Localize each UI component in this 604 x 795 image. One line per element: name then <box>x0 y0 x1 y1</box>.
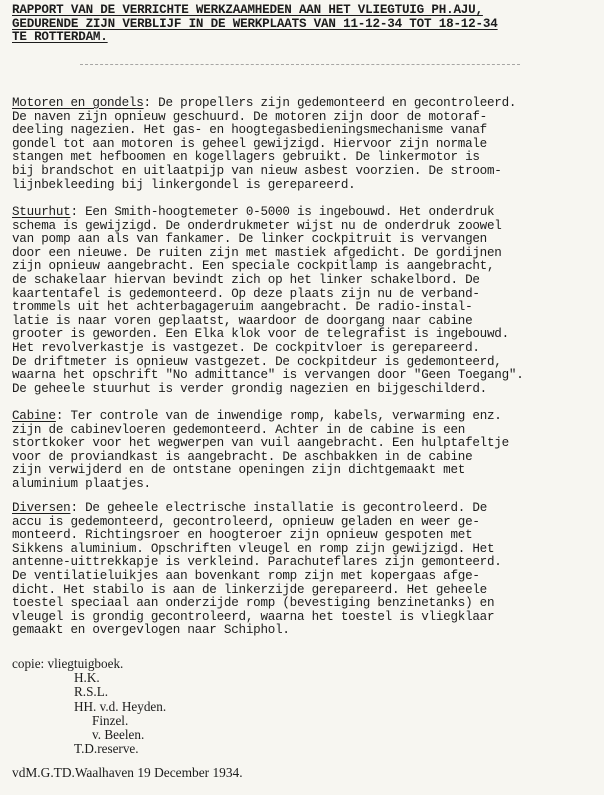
text-line: Het revolverkastje is vastgezet. De cockpitvloer is gerepareerd. <box>12 340 480 355</box>
text-line: : Ter controle van de inwendige romp, kabels, verwarming enz. <box>55 409 502 423</box>
text-line: dicht. Het stabilo is aan de linkerzijde gerepareerd. Het geheele <box>12 582 487 597</box>
text-line: : De propellers zijn gedemonteerd en gecontroleerd. <box>143 96 517 110</box>
title-line: GEDURENDE ZIJN VERBLIJF IN DE WERKPLAATS VAN 11-12-34 TOT 18-12-34 <box>12 16 498 31</box>
text-line: stangen met hefboomen en kogellagers gebruikt. De linkermotor is <box>12 150 480 165</box>
section-first-line <box>12 502 502 516</box>
copy-label: copie: <box>12 656 45 671</box>
text-line: de schakelaar hiervan bevindt zich op het linker schakelbord. De <box>12 272 480 287</box>
copy-recipient: vliegtuigboek. <box>47 656 124 671</box>
text-line: antenne-uittrekkapje is verkleind. Parachuteflares zijn gemonteerd. <box>12 555 502 570</box>
copy-recipient: T.D.reserve. <box>74 741 139 757</box>
divider-rule <box>80 64 520 65</box>
document-footer <box>12 766 243 780</box>
text-line: schema is gewijzigd. De onderdrukmeter wijst nu de onderdruk zoowel <box>12 218 502 233</box>
copy-recipient: v. Beelen. <box>92 726 145 742</box>
text-line: van pomp aan als van fankamer. De linker cockpitruit is vervangen <box>12 232 487 247</box>
copy-recipient: R.S.L. <box>74 684 109 700</box>
section-heading: Diversen <box>12 501 71 515</box>
section-stuurhut <box>12 206 524 396</box>
text-line: waarna het opschrift "No admittance" is vervangen door "Geen Toegang". <box>12 368 524 383</box>
text-line: : Een Smith-hoogtemeter 0-5000 is ingebouwd. Het onderdruk <box>70 205 495 219</box>
place-and-date: vdM.G.TD.Waalhaven 19 December 1934. <box>12 765 243 780</box>
section-heading: Motoren en gondels <box>12 96 144 110</box>
section-heading: Stuurhut <box>12 205 71 219</box>
copy-recipient: H.K. <box>74 670 100 686</box>
section-motoren <box>12 97 516 192</box>
title-line: TE ROTTERDAM. <box>12 30 108 45</box>
text-line: accu is gedemonteerd, gecontroleerd, opnieuw geladen en weer ge- <box>12 514 480 529</box>
text-line: : De geheele electrische installatie is gecontroleerd. De <box>70 501 487 515</box>
title-line: RAPPORT VAN DE VERRICHTE WERKZAAMHEDEN AAN HET VLIEGTUIG PH.AJU, <box>12 3 483 17</box>
text-line: aluminium plaatjes. <box>12 476 151 491</box>
section-first-line <box>12 410 509 424</box>
text-line: trommels uit het achterbagageruim aangebracht. De radio-instal- <box>12 300 473 315</box>
text-line: zijn opnieuw aangebracht. Een speciale cockpitlamp is aangebracht, <box>12 259 495 274</box>
section-first-line <box>12 97 516 111</box>
text-line: De naven zijn opnieuw geschuurd. De motoren zijn door de motoraf- <box>12 109 487 124</box>
report-title <box>12 4 498 45</box>
text-line: vleugel is grondig gecontroleerd, waarna het toestel is vliegklaar <box>12 609 495 624</box>
text-line: De driftmeter is opnieuw vastgezet. De cockpitdeur is gedemonteerd, <box>12 354 502 369</box>
text-line: latie is naar voren geplaatst, waardoor de doorgang naar cabine <box>12 313 473 328</box>
text-line: stortkoker voor het wegwerpen van vuil aangebracht. Een hulptafeltje <box>12 436 509 451</box>
text-line: De geheele stuurhut is verder grondig nagezien en bijgeschilderd. <box>12 381 487 396</box>
text-line: kaartentafel is gedemonteerd. Op deze plaats zijn nu de verband- <box>12 286 480 301</box>
text-line: zijn de cabinevloeren gedemonteerd. Achter in de cabine is een <box>12 422 466 437</box>
copy-recipient: Finzel. <box>92 712 129 728</box>
text-line: deeling nagezien. Het gas- en hoogtegasbedieningsmechanisme vanaf <box>12 123 487 138</box>
copy-first-line <box>12 657 166 671</box>
text-line: bij brandschot en uitlaatpijp van nieuw asbest voorzien. De stroom- <box>12 163 502 178</box>
text-line: monteerd. Richtingsroer en hoogteroer zijn opnieuw gespoten met <box>12 528 473 543</box>
text-line: gemaakt en overgevlogen naar Schiphol. <box>12 623 290 638</box>
section-diversen <box>12 502 502 638</box>
text-line: toestel speciaal aan onderzijde romp (bevestiging benzinetanks) en <box>12 596 495 611</box>
text-line: door een nieuwe. De ruiten zijn met mastiek afgedicht. De gordijnen <box>12 245 502 260</box>
copy-distribution-list <box>12 657 166 756</box>
text-line: grooter is geworden. Een Elka klok voor de telegrafist is ingebouwd. <box>12 327 509 342</box>
section-heading: Cabine <box>12 409 56 423</box>
text-line: zijn verwijderd en de ontstane openingen zijn dichtgemaakt met <box>12 463 466 478</box>
section-first-line <box>12 206 524 220</box>
text-line: lijnbekleeding bij linkergondel is gerepareerd. <box>12 177 356 192</box>
copy-recipient: HH. v.d. Heyden. <box>74 698 167 714</box>
text-line: voor de proviandkast is aangebracht. De aschbakken in de cabine <box>12 449 473 464</box>
text-line: De ventilatieluikjes aan bovenkant romp zijn met kopergaas afge- <box>12 568 480 583</box>
section-cabine <box>12 410 509 492</box>
text-line: Sikkens aluminium. Opschriften vleugel en romp zijn gewijzigd. Het <box>12 541 495 556</box>
text-line: gondel tot aan motoren is geheel gewijzigd. Hiervoor zijn normale <box>12 136 487 151</box>
